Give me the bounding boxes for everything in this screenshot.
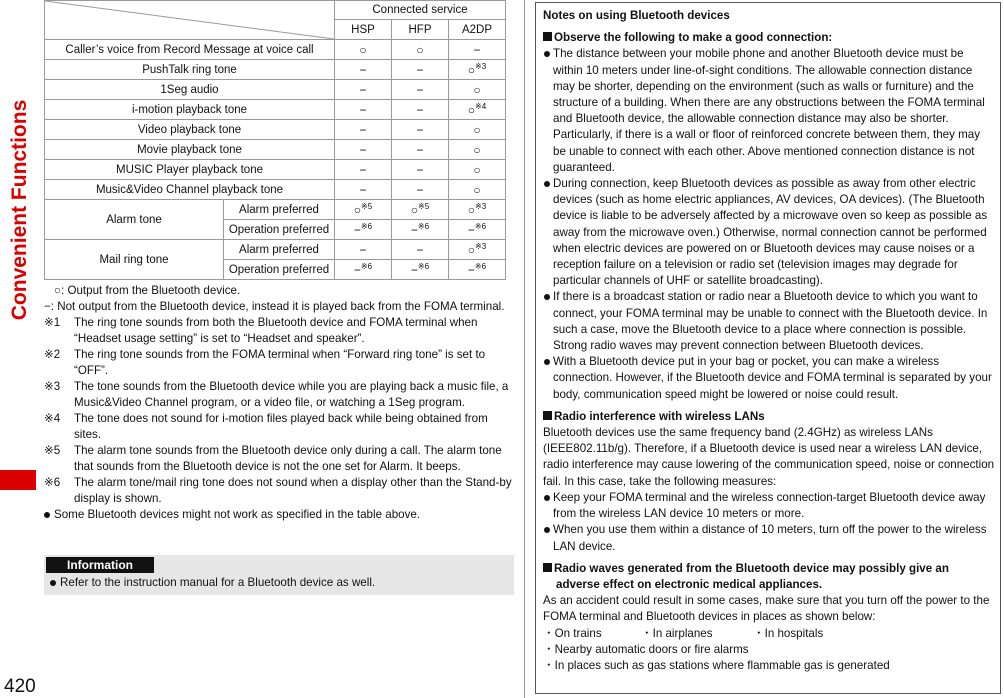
cell-value: − bbox=[359, 122, 367, 137]
row-label-alarm: Alarm tone bbox=[45, 200, 224, 240]
cell-value: ○ bbox=[473, 142, 481, 157]
cell-value: − bbox=[359, 182, 367, 197]
footnote-mark: ※1 bbox=[44, 316, 61, 329]
cell-footnote: ※6 bbox=[360, 221, 373, 231]
table-corner bbox=[45, 1, 335, 40]
col-hsp: HSP bbox=[335, 20, 392, 40]
section-paragraph: As an accident could result in some cases, make sure that you turn off the power to the FOMA terminal and Bluetooth devices in places as shown below: bbox=[543, 594, 990, 624]
table-row bbox=[45, 100, 506, 120]
information-text: Refer to the instruction manual for a Bluetooth device as well. bbox=[50, 575, 375, 591]
table-row bbox=[45, 160, 506, 180]
legend-text: ○: Output from the Bluetooth device. bbox=[54, 284, 241, 297]
footnote bbox=[44, 379, 514, 411]
footnote-text: The tone sounds from the Bluetooth device while you are playing back a music file, a Music&Video Channel program, or a video file, or watching a 1Seg program. bbox=[74, 380, 509, 409]
row-label: MUSIC Player playback tone bbox=[45, 160, 335, 180]
section-paragraph: Bluetooth devices use the same frequency band (2.4GHz) as wireless LANs (IEEE802.11b/g). Therefore, if a Bluetooth device is used near a wireless LAN device, radio interference may cause lowering of the communication speed, noise or connection fail. In this case, take the following measures: bbox=[543, 426, 995, 488]
page-number: 420 bbox=[4, 676, 36, 697]
row-label: Movie playback tone bbox=[45, 140, 335, 160]
table-row bbox=[45, 60, 506, 80]
footnote bbox=[44, 315, 514, 347]
sub-row-label: Alarm preferred bbox=[224, 200, 335, 220]
list-item: During connection, keep Bluetooth devices as possible as away from other electric devices (such as home electric appliances, AV devices, OA devices). (The Bluetooth device is liable to be adversely affected by a microwave oven so keep as possible as away from the microwave oven.) Otherwise, normal connection cannot be performed when electric devices are powered on or Bluetooth devices may cause noises or a reception failure on a television or radio set (television images may degrade for particular channels of UHF or satellite broadcasting). bbox=[543, 176, 995, 289]
legend-circle bbox=[44, 283, 514, 299]
cell-footnote: ※5 bbox=[361, 201, 373, 211]
cell-value: − bbox=[467, 262, 475, 277]
cell-value: − bbox=[473, 42, 481, 57]
side-tab-marker bbox=[0, 470, 36, 490]
place-item: ・In places such as gas stations where flammable gas is generated bbox=[543, 658, 890, 672]
cell-value: − bbox=[359, 242, 367, 257]
cell-footnote: ※6 bbox=[474, 221, 487, 231]
legend-dash bbox=[44, 299, 514, 315]
section-heading bbox=[543, 30, 995, 46]
sub-row-label: Alarm preferred bbox=[224, 240, 335, 260]
diagonal-line bbox=[45, 1, 334, 39]
chapter-title: Convenient Functions bbox=[8, 99, 31, 321]
cell-value: − bbox=[410, 222, 418, 237]
footnote-mark: ※5 bbox=[44, 444, 61, 457]
row-label: Caller’s voice from Record Message at voice call bbox=[45, 40, 335, 60]
cell-value: ○ bbox=[473, 162, 481, 177]
information-box bbox=[44, 555, 514, 595]
cell-value: ○ bbox=[410, 202, 419, 217]
group-header: Connected service bbox=[335, 1, 506, 20]
section-heading-text: Radio waves generated from the Bluetooth device may possibly give an adverse effect on electronic medical appliances. bbox=[554, 561, 949, 591]
footnote-mark: ※6 bbox=[44, 476, 61, 489]
cell-value: − bbox=[359, 142, 367, 157]
information-header: Information bbox=[46, 557, 154, 573]
bullet-note: Some Bluetooth devices might not work as specified in the table above. bbox=[44, 507, 514, 523]
cell-value: − bbox=[416, 82, 424, 97]
cell-footnote: ※6 bbox=[417, 221, 430, 231]
footnote-text: The ring tone sounds from both the Bluetooth device and FOMA terminal when “Headset usage setting” is set to “Headset and speaker”. bbox=[74, 316, 478, 345]
cell-value: − bbox=[359, 82, 367, 97]
row-label: Music&Video Channel playback tone bbox=[45, 180, 335, 200]
place-item: ・In airplanes bbox=[641, 626, 713, 640]
footnote bbox=[44, 347, 514, 379]
table-row bbox=[45, 200, 506, 220]
col-hfp: HFP bbox=[392, 20, 449, 40]
cell-footnote: ※6 bbox=[417, 261, 430, 271]
cell-value: ○ bbox=[467, 202, 476, 217]
table-row bbox=[45, 180, 506, 200]
footnote-mark: ※2 bbox=[44, 348, 61, 361]
section-heading bbox=[543, 561, 995, 593]
cell-value: − bbox=[359, 102, 367, 117]
place-item: ・Nearby automatic doors or fire alarms bbox=[543, 642, 749, 656]
list-item: With a Bluetooth device put in your bag or pocket, you can make a wireless connection. However, if the Bluetooth device and FOMA terminal is separated by your body, communication speed might be lowered or noise could result. bbox=[543, 354, 995, 403]
cell-value: ○ bbox=[473, 122, 481, 137]
cell-value: − bbox=[410, 262, 418, 277]
section-heading bbox=[543, 409, 995, 425]
cell-value: − bbox=[416, 102, 424, 117]
place-item: ・On trains bbox=[543, 626, 602, 640]
list-item-extra: Particularly, if there is a wall or floor of reinforced concrete between them, they may be unable to connect with each other. Above mentioned connection distance is not guaranteed. bbox=[553, 128, 981, 174]
cell-value: − bbox=[353, 222, 361, 237]
cell-value: ○ bbox=[359, 42, 367, 57]
table-row bbox=[45, 240, 506, 260]
sub-row-label: Operation preferred bbox=[224, 260, 335, 280]
footnote-text: The alarm tone/mail ring tone does not sound when a display other than the Stand-by display is shown. bbox=[74, 476, 512, 505]
footnote-text: The alarm tone sounds from the Bluetooth device only during a call. The alarm tone that sounds from the Bluetooth device is not the one set for Alarm. It beeps. bbox=[74, 444, 502, 473]
sub-row-label: Operation preferred bbox=[224, 220, 335, 240]
row-label: 1Seg audio bbox=[45, 80, 335, 100]
list-item: Keep your FOMA terminal and the wireless connection-target Bluetooth device away from the wireless LAN device 10 meters or more. bbox=[543, 490, 995, 522]
place-item: ・In hospitals bbox=[753, 626, 824, 640]
footnote bbox=[44, 443, 514, 475]
side-tab bbox=[0, 0, 36, 488]
square-bullet-icon bbox=[543, 563, 552, 572]
cell-value: − bbox=[359, 162, 367, 177]
legend-text: −: Not output from the Bluetooth device, instead it is played back from the FOMA terminal. bbox=[44, 300, 505, 313]
table-row bbox=[45, 80, 506, 100]
cell-value: − bbox=[467, 222, 475, 237]
section-heading-text: Radio interference with wireless LANs bbox=[554, 409, 765, 423]
section-heading-text: Observe the following to make a good connection: bbox=[554, 31, 833, 45]
square-bullet-icon bbox=[543, 411, 552, 420]
cell-value: ○ bbox=[473, 182, 481, 197]
col-a2dp: A2DP bbox=[449, 20, 506, 40]
table-row bbox=[45, 140, 506, 160]
cell-value: − bbox=[416, 242, 424, 257]
footnote-text: The ring tone sounds from the FOMA terminal when “Forward ring tone” is set to “OFF”. bbox=[74, 348, 486, 377]
bluetooth-output-table bbox=[44, 0, 506, 280]
cell-value: ○ bbox=[353, 202, 362, 217]
places-list bbox=[543, 626, 995, 642]
square-bullet-icon bbox=[543, 32, 552, 41]
cell-value: ○ bbox=[473, 82, 481, 97]
row-label: PushTalk ring tone bbox=[45, 60, 335, 80]
list-item: If there is a broadcast station or radio near a Bluetooth device to which you want to connect, your FOMA terminal may be unable to connect with the Bluetooth device. In such a case, move the Bluetooth device to a place where connection is possible. Strong radio waves may prevent connection between Bluetooth devices. bbox=[543, 289, 995, 354]
cell-value: − bbox=[416, 182, 424, 197]
row-label: Video playback tone bbox=[45, 120, 335, 140]
row-label-mail: Mail ring tone bbox=[45, 240, 224, 280]
cell-value: − bbox=[416, 162, 424, 177]
footnote bbox=[44, 411, 514, 443]
footnote-text: The tone does not sound for i-motion files played back while being obtained from sites. bbox=[74, 412, 488, 441]
table-row bbox=[45, 40, 506, 60]
table-row bbox=[45, 120, 506, 140]
cell-value: − bbox=[416, 122, 424, 137]
cell-value: ○ bbox=[467, 242, 476, 257]
cell-footnote: ※3 bbox=[475, 61, 487, 71]
cell-value: − bbox=[353, 262, 361, 277]
cell-value: ○ bbox=[467, 62, 476, 77]
cell-value: ○ bbox=[467, 102, 476, 117]
list-item: When you use them within a distance of 10 meters, turn off the power to the wireless LAN device. bbox=[543, 522, 995, 554]
cell-footnote: ※3 bbox=[475, 241, 487, 251]
cell-footnote: ※4 bbox=[475, 101, 487, 111]
cell-value: − bbox=[359, 62, 367, 77]
table-legend bbox=[44, 283, 514, 523]
cell-value: ○ bbox=[416, 42, 424, 57]
footnote-mark: ※3 bbox=[44, 380, 61, 393]
cell-footnote: ※6 bbox=[360, 261, 373, 271]
cell-footnote: ※3 bbox=[475, 201, 487, 211]
cell-value: − bbox=[416, 62, 424, 77]
column-divider bbox=[524, 0, 525, 698]
notes-title: Notes on using Bluetooth devices bbox=[543, 9, 730, 22]
notes-box bbox=[535, 2, 1001, 694]
footnote-mark: ※4 bbox=[44, 412, 61, 425]
cell-footnote: ※5 bbox=[418, 201, 430, 211]
list-item: The distance between your mobile phone and another Bluetooth device must be within 10 meters under line-of-sight conditions. The allowable connection distance may be shorter, depending on the environment (such as walls or furniture) and the structure of a building. When there are any obstructions between the FOMA terminal and Bluetooth device, the allowable connection distance may also be shorter. bbox=[543, 46, 995, 127]
cell-value: − bbox=[416, 142, 424, 157]
footnote bbox=[44, 475, 514, 507]
cell-footnote: ※6 bbox=[474, 261, 487, 271]
row-label: i-motion playback tone bbox=[45, 100, 335, 120]
